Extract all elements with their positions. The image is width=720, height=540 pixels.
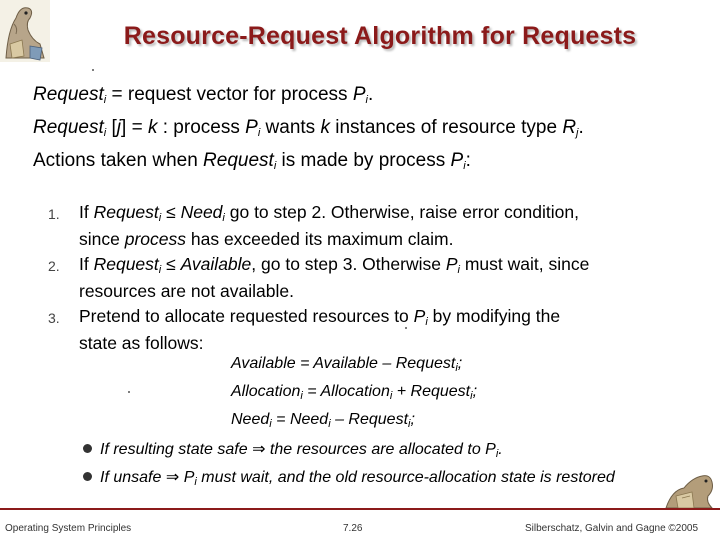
footer-page-number: 7.26 (343, 523, 363, 534)
intro-line-3: Actions taken when Request$_i$ is made by process $P_i$: (33, 150, 471, 172)
step-2-text: If Request$_i$ ≤ Available, go to step 3. Otherwise $P_i$ must wait, since resources are not available. (79, 254, 590, 301)
bullet-unsafe: If unsafe ⇒ $P_i$ must wait, and the old resource-allocation state is restored (83, 468, 615, 492)
footer-course: Operating System Principles (5, 523, 132, 534)
step-3-text: Pretend to allocate requested resources to $P_i$ by modifying the state as follows: (79, 306, 561, 353)
dinosaur-book-icon (662, 470, 720, 510)
equation-allocation: Allocation$_i$ = Allocation$_i$ + Request$_i$; (231, 383, 478, 402)
step-number: 3. (48, 310, 60, 326)
footer-rule (0, 508, 720, 510)
equation-need: Need$_i$ = Need$_i$ – Request$_i$; (231, 411, 415, 430)
bullet-dot-icon (83, 444, 92, 453)
equation-available: Available = Available – Request$_i$; (231, 355, 463, 374)
bullet-dot-icon (83, 472, 92, 481)
intro-line-2: Request$_i$ [j] = k : process $P_i$ wants k instances of resource type $R_j$. (33, 117, 584, 139)
speck-dot (128, 391, 130, 393)
bullet-safe: If resulting state safe ⇒ the resources are allocated to $P_i$. (83, 440, 503, 464)
intro-line-1: Request$_i$ = request vector for process $P_i$. (33, 84, 374, 106)
footer-copyright: Silberschatz, Galvin and Gagne ©2005 (525, 523, 699, 534)
slide-title: Resource-Request Algorithm for Requests (123, 22, 637, 50)
step-number: 2. (48, 258, 60, 274)
step-1-text: If Request$_i$ ≤ Need$_i$ go to step 2. Otherwise, raise error condition, since process has exceeded its maximum claim. (79, 202, 579, 249)
speck-dot (92, 69, 94, 71)
dinosaur-book-icon (0, 0, 50, 62)
step-number: 1. (48, 206, 60, 222)
